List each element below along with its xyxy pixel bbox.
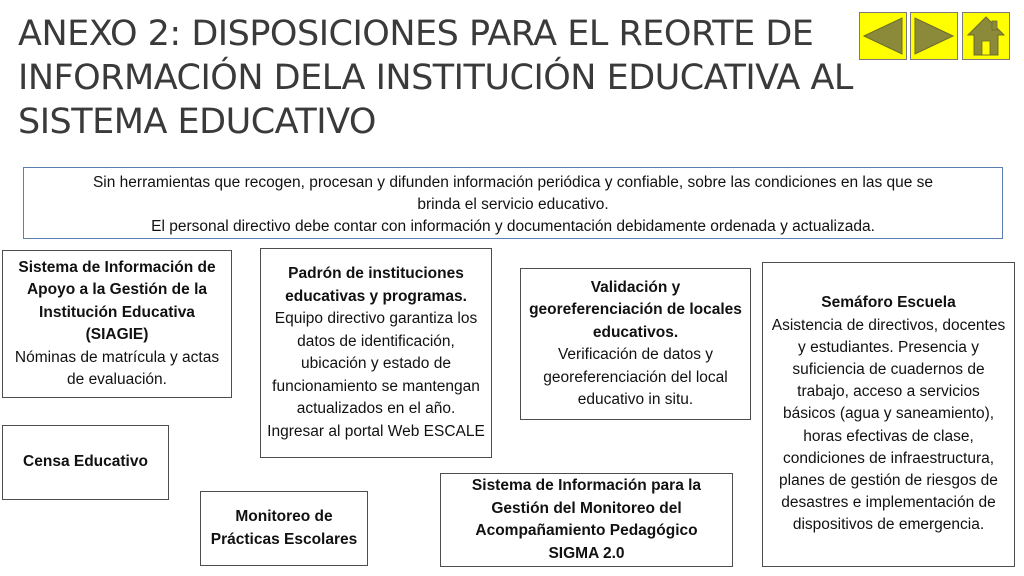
title-line-3: SISTEMA EDUCATIVO (18, 102, 376, 142)
house-icon (966, 15, 1006, 57)
triangle-right-icon (912, 16, 956, 56)
siagie-title: Sistema de Información de Apoyo a la Gestión de la Institución Educativa (SIAGIE) (18, 258, 216, 343)
semaforo-box (762, 262, 1015, 567)
intro-line-2: brinda el servicio educativo. (417, 196, 609, 213)
monitoreo-box (200, 491, 368, 566)
validacion-box (520, 268, 751, 420)
title-line-2: INFORMACIÓN DELA INSTITUCIÓN EDUCATIVA AL (18, 58, 853, 98)
page-title (18, 12, 878, 144)
validacion-title: Validación y georeferenciación de locales educativos. (529, 278, 742, 341)
censa-title: Censa Educativo (23, 453, 148, 471)
sigma-box (440, 473, 733, 567)
sigma-title: Sistema de Información para la Gestión del Monitoreo del Acompañamiento Pedagógico SIGMA 2.0 (471, 477, 702, 562)
triangle-left-icon (861, 16, 905, 56)
censa-box (2, 425, 169, 500)
siagie-body: Nóminas de matrícula y actas de evaluación. (14, 348, 220, 388)
intro-line-1: Sin herramientas que recogen, procesan y difunden información periódica y confiable, sobre las condiciones en las que se (92, 174, 934, 191)
validacion-body: Verificación de datos y georeferenciación del local educativo in situ. (543, 346, 728, 408)
next-button[interactable] (910, 12, 958, 60)
home-button[interactable] (962, 12, 1010, 60)
semaforo-title: Semáforo Escuela (821, 294, 956, 312)
padron-title: Padrón de instituciones educativas y programas. (285, 265, 467, 305)
siagie-box (2, 250, 232, 398)
intro-box (23, 167, 1003, 239)
intro-line-3: El personal directivo debe contar con información y documentación debidamente ordenada y actualizada. (151, 218, 875, 235)
padron-box (260, 248, 492, 458)
monitoreo-title: Monitoreo de Prácticas Escolares (210, 508, 358, 548)
semaforo-body: Asistencia de directivos, docentes y estudiantes. Presencia y suficiencia de cuadernos de trabajo, acceso a servicios básicos (agua y saneamiento), horas efectivas de clase, condiciones de infraestructura, planes de gestión de riesgos de desastres e implementación de dispositivos de emergencia. (771, 316, 1006, 534)
previous-button[interactable] (859, 12, 907, 60)
title-line-1: ANEXO 2: DISPOSICIONES PARA EL REORTE DE (18, 14, 814, 54)
padron-body: Equipo directivo garantiza los datos de identificación, ubicación y estado de funcionamiento se mantengan actualizados en el año. Ingresar al portal Web ESCALE (267, 310, 485, 440)
